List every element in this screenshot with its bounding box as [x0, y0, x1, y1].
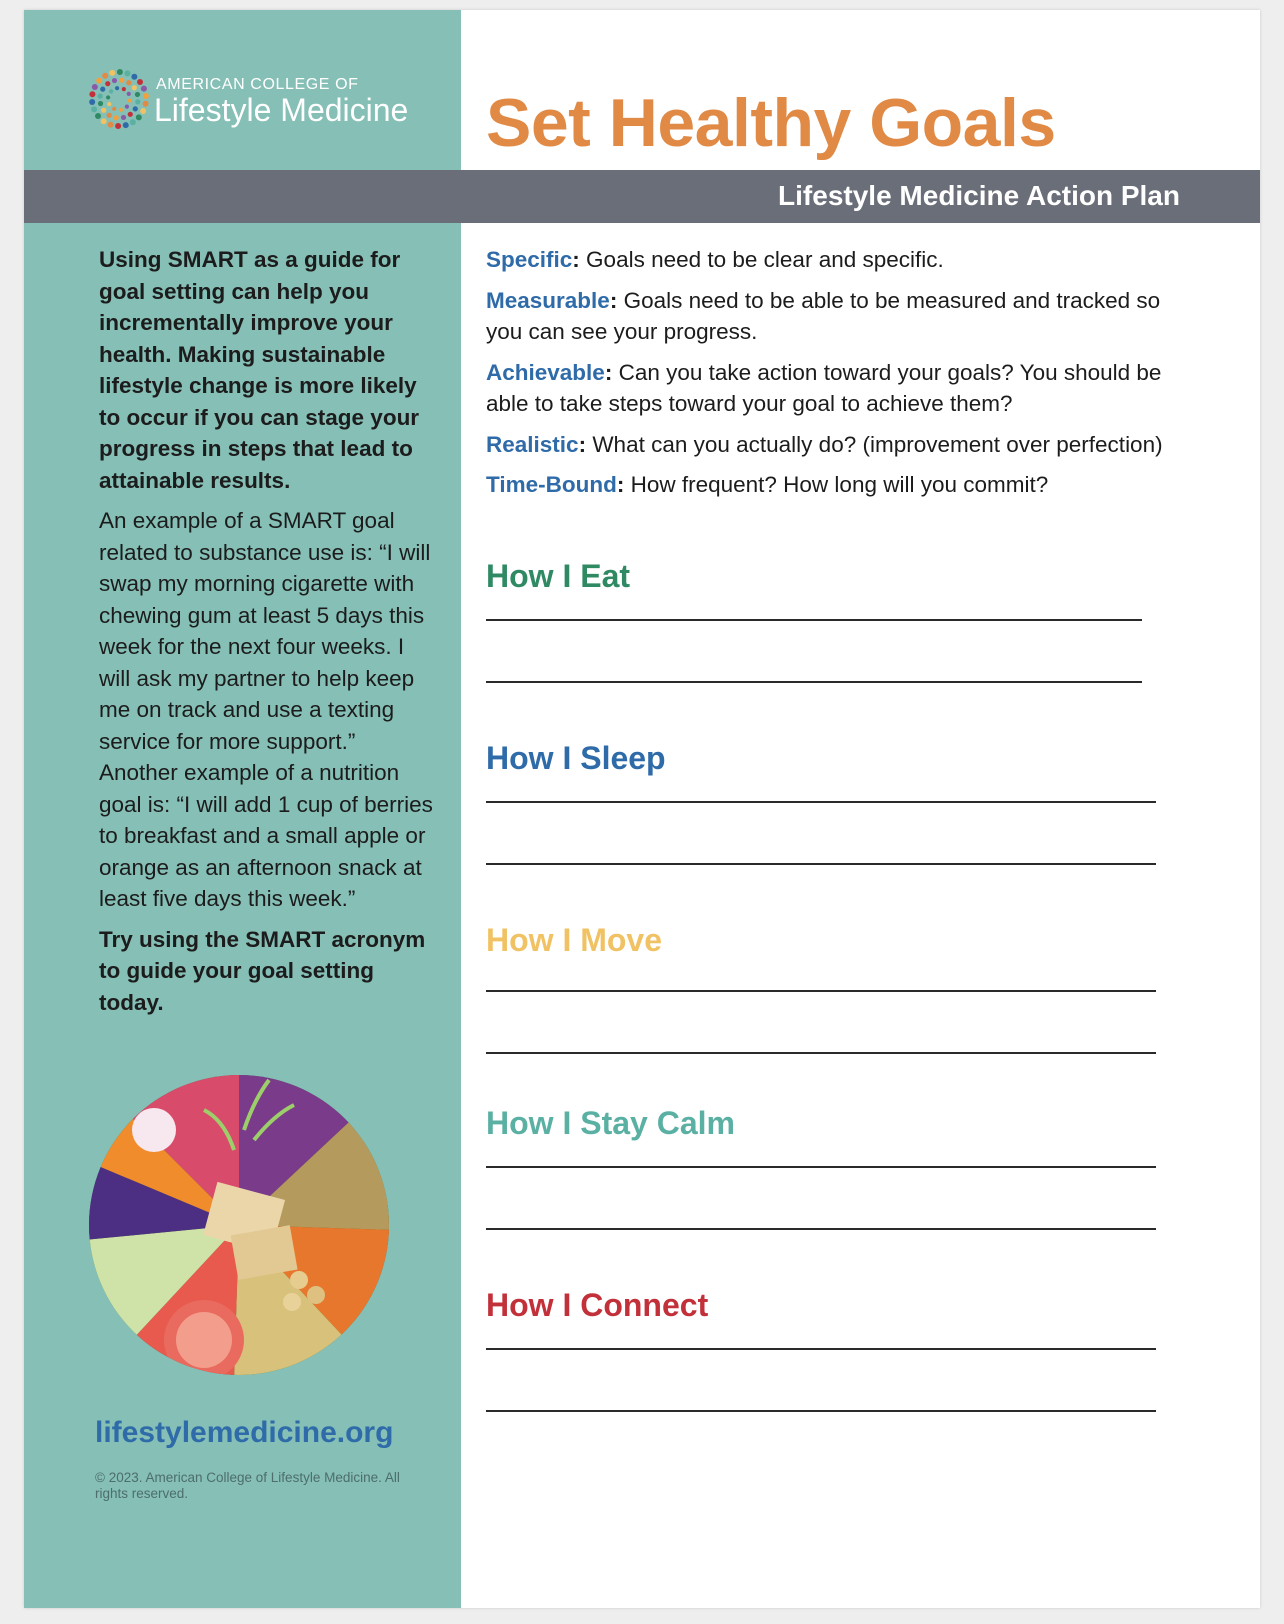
- move-answer-line-1[interactable]: [486, 990, 1156, 992]
- connect-answer-line-1[interactable]: [486, 1348, 1156, 1350]
- smart-description: Can you take action toward your goals? You should be able to take steps toward your goal to achieve them?: [486, 359, 1162, 416]
- org-name-large: Lifestyle Medicine: [154, 92, 409, 128]
- goal-heading-stay-calm: How I Stay Calm: [486, 1105, 735, 1141]
- smart-item-specific: Specific: Goals need to be clear and specific.: [486, 247, 944, 272]
- sidebar: [24, 10, 461, 1608]
- goal-heading-eat: How I Eat: [486, 558, 631, 594]
- eat-answer-line-1[interactable]: [486, 619, 1142, 621]
- subtitle-bar: [24, 170, 1260, 223]
- smart-item-time-bound: Time-Bound: How frequent? How long will you commit?: [486, 472, 1049, 497]
- move-answer-line-2[interactable]: [486, 1052, 1156, 1054]
- intro-text: [99, 244, 439, 1027]
- goal-heading-move: How I Move: [486, 922, 663, 958]
- calm-answer-line-2[interactable]: [486, 1228, 1156, 1230]
- sleep-answer-line-2[interactable]: [486, 863, 1156, 865]
- smart-description: Goals need to be able to be measured and tracked so you can see your progress.: [486, 287, 1161, 344]
- smart-term: Measurable: [486, 287, 610, 313]
- smart-item-realistic: Realistic: What can you actually do? (improvement over perfection): [486, 431, 1163, 457]
- smart-term: Specific: [486, 247, 573, 272]
- smart-description: Goals need to be clear and specific.: [579, 247, 944, 272]
- smart-term: Time-Bound: [486, 472, 617, 497]
- action-plan-page: [24, 10, 1260, 1608]
- acolm-logo: [88, 68, 428, 138]
- connect-answer-line-2[interactable]: [486, 1410, 1156, 1412]
- copyright-notice: © 2023. American College of Lifestyle Medicine. All rights reserved.: [95, 1470, 400, 1501]
- smart-description: How frequent? How long will you commit?: [624, 472, 1049, 497]
- calm-answer-line-1[interactable]: [486, 1166, 1156, 1168]
- goal-heading-connect: How I Connect: [486, 1287, 709, 1323]
- smart-item-achievable: Achievable: Can you take action toward your goals? You should be able to take steps toward your goal to achieve them?: [486, 359, 1162, 416]
- smart-description: What can you actually do? (improvement over perfection): [586, 431, 1163, 457]
- goal-heading-sleep: How I Sleep: [486, 740, 666, 776]
- page-title: Set Healthy Goals: [486, 85, 1056, 161]
- org-name-small: AMERICAN COLLEGE OF: [156, 76, 359, 93]
- dot-ring-logo-icon: [88, 68, 150, 130]
- eat-answer-line-2[interactable]: [486, 681, 1142, 683]
- subtitle: Lifestyle Medicine Action Plan: [778, 180, 1180, 211]
- healthy-food-bowl-image: [84, 1070, 394, 1380]
- closing-paragraph: Try using the SMART acronym to guide your goal setting today.: [99, 926, 426, 1015]
- smart-term: Achievable: [486, 359, 605, 385]
- smart-term: Realistic: [486, 431, 579, 457]
- website-link[interactable]: lifestylemedicine.org: [95, 1416, 394, 1449]
- sleep-answer-line-1[interactable]: [486, 801, 1156, 803]
- smart-definitions: [486, 244, 1176, 510]
- intro-paragraph: Using SMART as a guide for goal setting can help you incrementally improve your health. Making sustainable lifestyle change is more likely to occur if you can stage your progress in steps that lead to attainable results.: [99, 247, 420, 493]
- example-paragraph: An example of a SMART goal related to substance use is: “I will swap my morning cigarette with chewing gum at least 5 days this week for the next four weeks. I will ask my partner to help keep me on track and use a texting service for more support.” Another example of a nutrition goal is: “I will add 1 cup of berries to breakfast and a small apple or orange as an afternoon snack at least five days this week.”: [99, 508, 433, 911]
- smart-item-measurable: Measurable: Goals need to be able to be measured and tracked so you can see your progress.: [486, 287, 1161, 344]
